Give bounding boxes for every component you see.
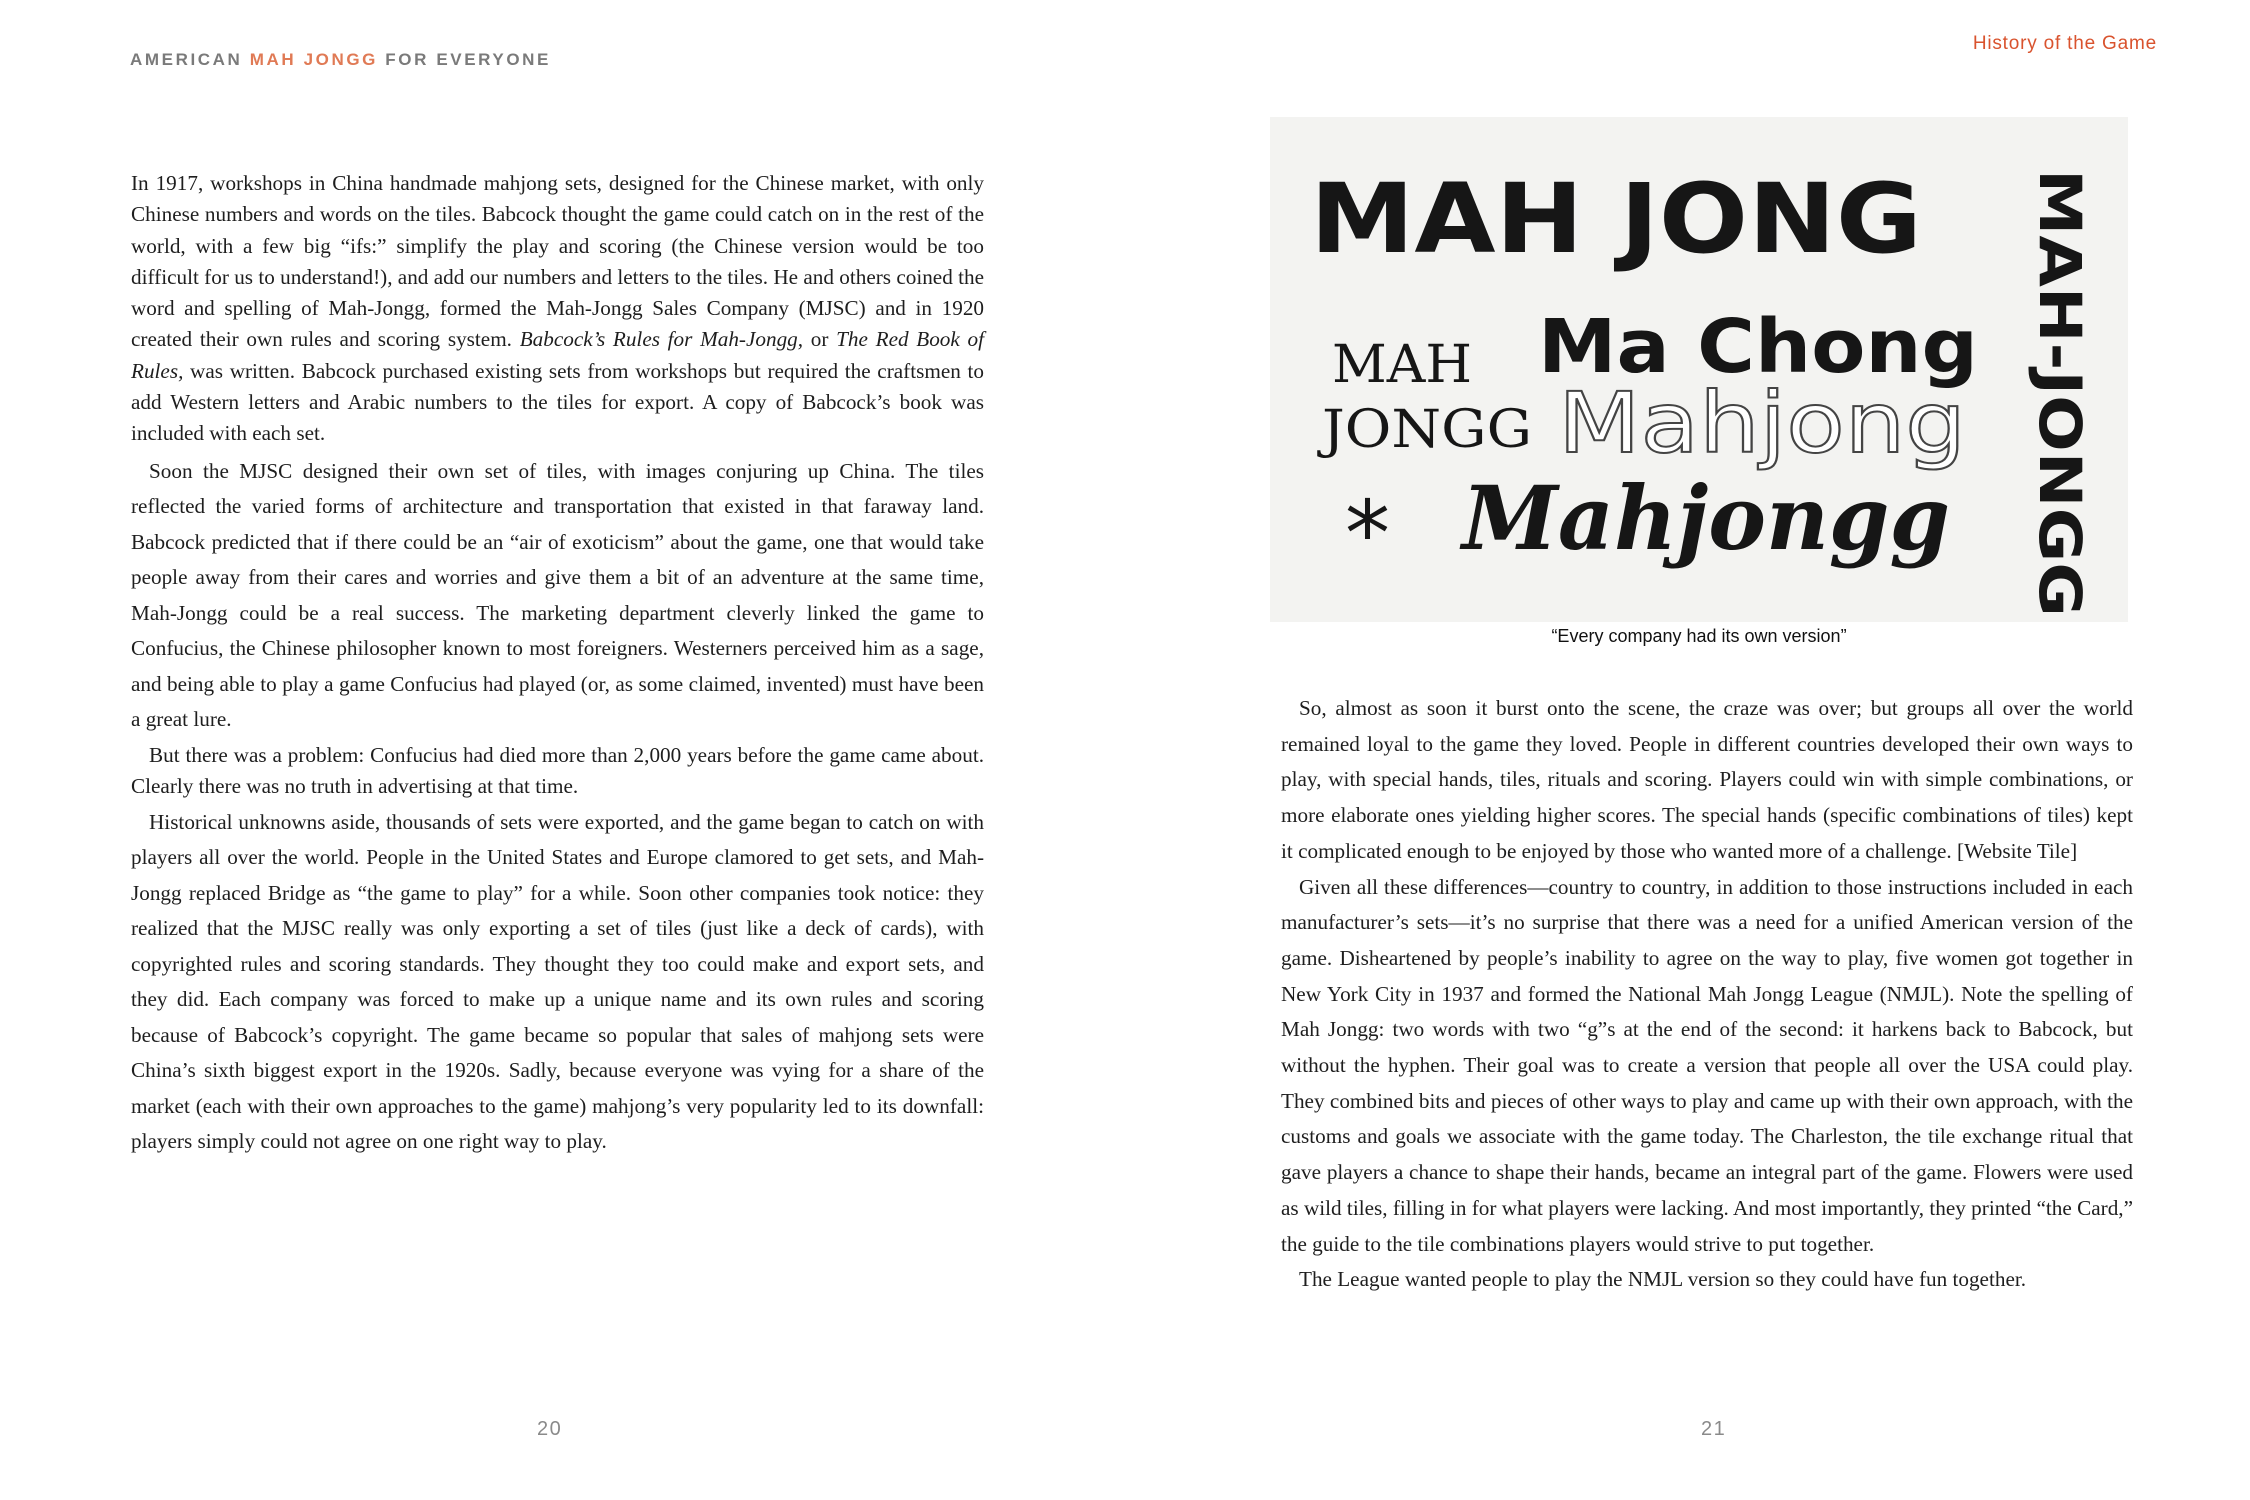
book-title-italic: Babcock’s Rules for Mah-Jongg, — [519, 327, 804, 352]
star-symbol: * — [1345, 482, 1390, 587]
spellings-illustration — [1270, 117, 2128, 622]
right-page-body — [1281, 691, 2133, 1298]
word-mah-jong-bold: MAH JONG — [1310, 163, 1922, 275]
word-mah-jongg-line1: MAH — [1332, 335, 1472, 395]
paragraph: So, almost as soon it burst onto the scene, the craze was over; but groups all over the world remained loyal to the game they loved. People in different countries developed their own ways to play, with special hands, tiles, rituals and scoring. Players could win with simple combinations, or more elaborate ones yielding higher scores. The special hands (specific combinations of tiles) kept it complicated enough to be enjoyed by those who wanted more of a challenge. [Website Tile] — [1281, 696, 2133, 863]
paragraph-text: or — [803, 327, 837, 352]
figure-caption: “Every company had its own version” — [1551, 626, 1847, 646]
book-title-part1: AMERICAN — [130, 50, 250, 69]
paragraph: Soon the MJSC designed their own set of tiles, with images conjuring up China. The tiles reflected the varied forms of architecture and transportation that existed in that faraway land. Babcock predicted that if there could be an “air of exoticism” about the game, one that would take people away from their cares and worries and give them a bit of an adventure at the same time, Mah-Jongg could be a real success. The marketing department cleverly linked the game to Confucius, the Chinese philosopher known to most foreigners. Westerners perceived him as a sage, and being able to play a game Confucius had played (or, as some claimed, invented) must have been a great lure. — [131, 458, 984, 732]
word-mahjong-outline: Mahjong — [1558, 374, 1966, 472]
word-mah-jongg-line2: JONGG — [1316, 400, 1532, 460]
word-ma-chong: Ma Chong — [1538, 304, 1978, 390]
paragraph-text: was written. Babcock purchased existing sets from workshops but required the craftsmen to add Western letters and Arabic numbers to the tiles for export. A copy of Babcock’s book was included with each set. — [131, 358, 984, 446]
running-head-chapter-title: History of the Game — [1972, 33, 2157, 54]
mahjong-spellings-figure — [1270, 117, 2128, 622]
paragraph: Given all these differences—country to country, in addition to those instructions included in each manufacturer’s sets—it’s no surprise that there was a need for a unified American version of the game. Disheartened by people’s inability to agree on the way to play, five women got together in New York City in 1937 and formed the National Mah Jongg League (NMJL). Note the spelling of Mah Jongg: two words with two “g”s at the end of the second: it harkens back to Babcock, but without the hyphen. Their goal was to create a version that people all over the USA could play. They combined bits and pieces of other ways to play and came up with their own approach, with the customs and goals we associate with the game today. The Charleston, the tile exchange ritual that gave players a chance to shape their hands, became an integral part of the game. Flowers were used as wild tiles, filling in for what players were lacking. And most importantly, they printed “the Card,” the guide to the tile combinations players would strive to put together. — [1281, 874, 2133, 1256]
running-head-book-title — [130, 50, 551, 70]
paragraph: Historical unknowns aside, thousands of sets were exported, and the game began to catch on with players all over the world. People in the United States and Europe clamored to get sets, and Mah-Jongg replaced Bridge as “the game to play” for a while. Soon other companies took notice: they realized that the MJSC really was only exporting a set of tiles (just like a deck of cards), with copyrighted rules and scoring standards. They thought they too could make and export sets, and they did. Each company was forced to make up a unique name and its own rules and scoring because of Babcock’s copyright. The game became so popular that sales of mahjong sets were China’s sixth biggest export in the 1920s. Sadly, because everyone was vying for a share of the market (each with their own approaches to the game) mahjong’s very popularity led to its downfall: players simply could not agree on one right way to play. — [131, 809, 984, 1154]
paragraph: But there was a problem: Confucius had died more than 2,000 years before the game came about. Clearly there was no truth in advertising at that time. — [131, 742, 984, 799]
book-title-italic: The Red Book of Rules, — [131, 327, 984, 383]
book-title-part2: FOR EVERYONE — [377, 50, 551, 69]
left-page-body — [131, 168, 984, 1160]
word-mah-jongg-vertical: MAH-JONGG — [2026, 169, 2094, 559]
paragraph — [131, 168, 984, 450]
page-number-right: 21 — [1701, 1418, 1727, 1440]
word-mahjongg-swash: Mahjongg — [1459, 466, 1950, 570]
page-number-left: 20 — [537, 1418, 563, 1440]
paragraph: The League wanted people to play the NMJL version so they could have fun together. — [1299, 1267, 2027, 1292]
book-title-accent: MAH JONGG — [249, 50, 378, 69]
paragraph-text: In 1917, workshops in China handmade mahjong sets, designed for the Chinese market, with only Chinese numbers and words on the tiles. Babcock thought the game could catch on in the rest of the world, with a few big “ifs:” simplify the play and scoring (the Chinese version would be too difficult for us to understand!), and add our numbers and letters to the tiles. He and others coined the word and spelling of Mah-Jongg, formed the Mah-Jongg Sales Company (MJSC) and in 1920 created their own rules and scoring system. — [131, 171, 984, 352]
